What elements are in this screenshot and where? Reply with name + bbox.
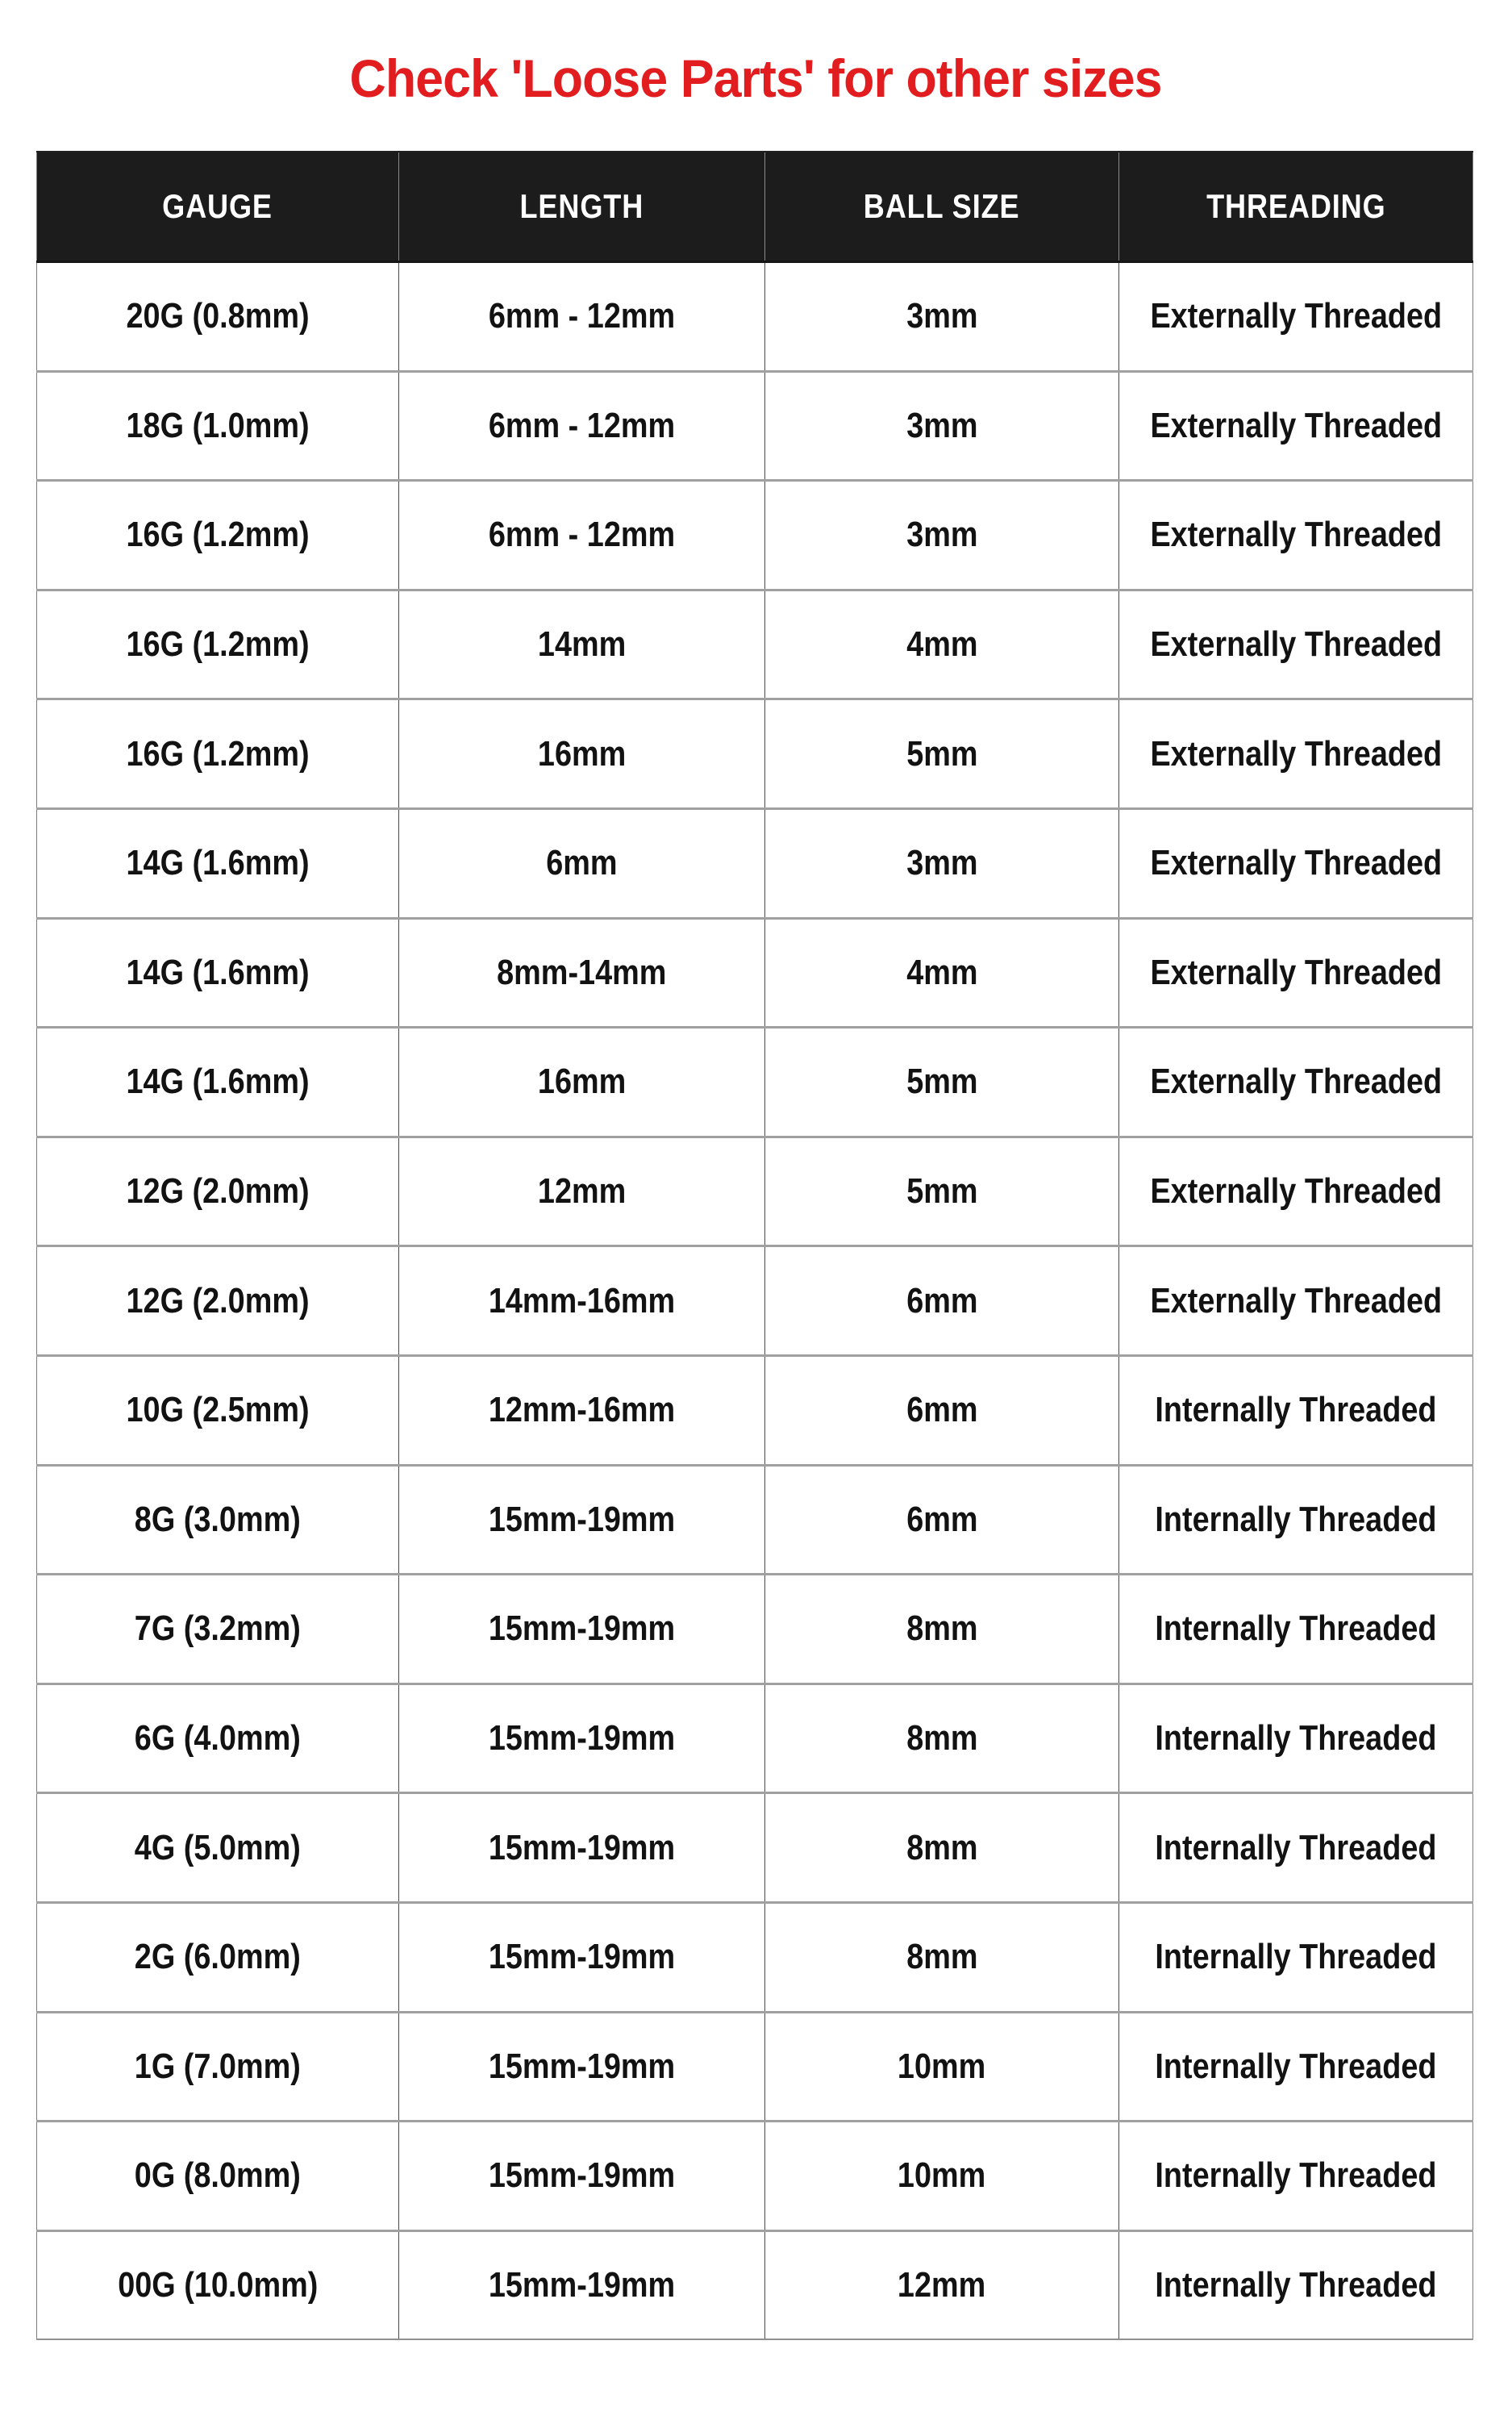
column-header-label: LENGTH xyxy=(519,187,644,225)
table-cell xyxy=(765,371,1119,481)
cell-text: 3mm xyxy=(906,405,978,445)
table-cell xyxy=(1119,1793,1473,1903)
column-header-gauge xyxy=(37,152,399,262)
cell-text: 12mm-16mm xyxy=(488,1390,676,1430)
cell-text: 8mm xyxy=(906,1608,978,1649)
table-cell xyxy=(37,1793,399,1903)
cell-text: 15mm-19mm xyxy=(488,1718,676,1759)
table-row xyxy=(37,1575,1473,1684)
cell-text: 5mm xyxy=(906,1062,978,1102)
table-cell xyxy=(1119,371,1473,481)
table-cell xyxy=(765,1028,1119,1137)
table-cell xyxy=(765,918,1119,1028)
cell-text: 15mm-19mm xyxy=(488,2264,676,2305)
table-cell xyxy=(37,371,399,481)
page-title xyxy=(0,42,1512,115)
table-cell xyxy=(399,1684,765,1793)
cell-text: 10mm xyxy=(898,2046,986,2086)
table-cell xyxy=(399,2122,765,2231)
cell-text: 8mm xyxy=(906,1827,978,1867)
table-header-row xyxy=(37,152,1473,262)
table-row xyxy=(37,1246,1473,1356)
column-header-label: BALL SIZE xyxy=(864,187,1020,225)
table-cell xyxy=(765,808,1119,918)
table-cell xyxy=(765,2230,1119,2339)
cell-text: Internally Threaded xyxy=(1155,1608,1437,1649)
cell-text: Externally Threaded xyxy=(1150,1171,1442,1212)
column-header-threading xyxy=(1119,152,1473,262)
table-cell xyxy=(399,1575,765,1684)
table-cell xyxy=(399,918,765,1028)
table-body xyxy=(37,262,1473,2340)
cell-text: 8mm xyxy=(906,1937,978,1977)
cell-text: 12G (2.0mm) xyxy=(126,1280,310,1321)
table-cell xyxy=(1119,1246,1473,1356)
table-cell xyxy=(1119,481,1473,590)
table-cell xyxy=(765,1465,1119,1575)
table-cell xyxy=(765,1355,1119,1465)
cell-text: Externally Threaded xyxy=(1150,296,1442,336)
table-row xyxy=(37,2012,1473,2122)
cell-text: 10G (2.5mm) xyxy=(126,1390,310,1430)
table-cell xyxy=(765,699,1119,809)
cell-text: 00G (10.0mm) xyxy=(117,2264,319,2305)
table-row xyxy=(37,1684,1473,1793)
table-cell xyxy=(1119,590,1473,699)
table-cell xyxy=(1119,2012,1473,2122)
cell-text: Externally Threaded xyxy=(1150,1280,1442,1321)
table-cell xyxy=(1119,1684,1473,1793)
cell-text: 2G (6.0mm) xyxy=(134,1937,302,1977)
cell-text: 14mm-16mm xyxy=(488,1280,676,1321)
table-row xyxy=(37,1137,1473,1246)
cell-text: Externally Threaded xyxy=(1150,952,1442,992)
table-cell xyxy=(37,262,399,372)
cell-text: Internally Threaded xyxy=(1155,1718,1437,1759)
table-row xyxy=(37,262,1473,372)
table-cell xyxy=(37,1575,399,1684)
table-cell xyxy=(37,699,399,809)
cell-text: 14G (1.6mm) xyxy=(126,843,310,883)
table-row xyxy=(37,371,1473,481)
table-cell xyxy=(1119,1575,1473,1684)
size-chart-table xyxy=(36,151,1473,2340)
table-cell xyxy=(1119,1902,1473,2012)
table-row xyxy=(37,1028,1473,1137)
cell-text: 6mm - 12mm xyxy=(488,405,676,445)
cell-text: Internally Threaded xyxy=(1155,1937,1437,1977)
cell-text: Internally Threaded xyxy=(1155,1390,1437,1430)
cell-text: 15mm-19mm xyxy=(488,1937,676,1977)
table-cell xyxy=(765,1902,1119,2012)
cell-text: 15mm-19mm xyxy=(488,1827,676,1867)
table-row xyxy=(37,481,1473,590)
table-cell xyxy=(765,1137,1119,1246)
cell-text: 15mm-19mm xyxy=(488,1608,676,1649)
page-title-text: Check 'Loose Parts' for other sizes xyxy=(349,48,1163,108)
cell-text: 6G (4.0mm) xyxy=(134,1718,302,1759)
cell-text: 6mm xyxy=(906,1390,978,1430)
table-row xyxy=(37,1793,1473,1903)
table-row xyxy=(37,918,1473,1028)
table-row xyxy=(37,590,1473,699)
table-row xyxy=(37,808,1473,918)
cell-text: 6mm - 12mm xyxy=(488,296,676,336)
table-cell xyxy=(399,1355,765,1465)
cell-text: 0G (8.0mm) xyxy=(134,2155,302,2196)
cell-text: Internally Threaded xyxy=(1155,2155,1437,2196)
table-row xyxy=(37,1902,1473,2012)
table-cell xyxy=(37,2122,399,2231)
table-cell xyxy=(399,590,765,699)
table-cell xyxy=(37,2012,399,2122)
cell-text: 8G (3.0mm) xyxy=(134,1499,302,1539)
cell-text: 12mm xyxy=(898,2264,986,2305)
cell-text: 6mm xyxy=(906,1280,978,1321)
cell-text: Externally Threaded xyxy=(1150,405,1442,445)
cell-text: Internally Threaded xyxy=(1155,2264,1437,2305)
column-header-length xyxy=(399,152,765,262)
cell-text: Externally Threaded xyxy=(1150,515,1442,555)
table-cell xyxy=(765,1793,1119,1903)
table-cell xyxy=(399,1902,765,2012)
table-cell xyxy=(399,1137,765,1246)
cell-text: 5mm xyxy=(906,733,978,774)
cell-text: 4mm xyxy=(906,624,978,665)
table-cell xyxy=(1119,2122,1473,2231)
cell-text: 6mm xyxy=(546,843,618,883)
table-cell xyxy=(399,808,765,918)
table-cell xyxy=(765,590,1119,699)
cell-text: 15mm-19mm xyxy=(488,1499,676,1539)
table-cell xyxy=(765,1246,1119,1356)
table-row xyxy=(37,1355,1473,1465)
cell-text: 15mm-19mm xyxy=(488,2046,676,2086)
cell-text: 16G (1.2mm) xyxy=(126,515,310,555)
table-cell xyxy=(37,1355,399,1465)
column-header-label: THREADING xyxy=(1206,187,1386,225)
table-cell xyxy=(37,808,399,918)
cell-text: 16mm xyxy=(537,733,627,774)
cell-text: 8mm-14mm xyxy=(497,952,667,992)
cell-text: Externally Threaded xyxy=(1150,843,1442,883)
table-row xyxy=(37,2230,1473,2339)
table-cell xyxy=(399,2012,765,2122)
cell-text: 4G (5.0mm) xyxy=(134,1827,302,1867)
cell-text: 3mm xyxy=(906,515,978,555)
cell-text: Internally Threaded xyxy=(1155,1827,1437,1867)
table-cell xyxy=(1119,808,1473,918)
table-cell xyxy=(399,371,765,481)
cell-text: Externally Threaded xyxy=(1150,1062,1442,1102)
table-cell xyxy=(37,1684,399,1793)
table-cell xyxy=(37,1246,399,1356)
table-cell xyxy=(1119,1465,1473,1575)
cell-text: 15mm-19mm xyxy=(488,2155,676,2196)
table-cell xyxy=(765,1575,1119,1684)
cell-text: Internally Threaded xyxy=(1155,1499,1437,1539)
table-cell xyxy=(1119,1028,1473,1137)
cell-text: 3mm xyxy=(906,843,978,883)
table-cell xyxy=(399,699,765,809)
cell-text: 7G (3.2mm) xyxy=(134,1608,302,1649)
table-cell xyxy=(1119,918,1473,1028)
cell-text: 8mm xyxy=(906,1718,978,1759)
table-cell xyxy=(399,2230,765,2339)
table-cell xyxy=(37,1902,399,2012)
cell-text: Externally Threaded xyxy=(1150,733,1442,774)
cell-text: 5mm xyxy=(906,1171,978,1212)
table-cell xyxy=(765,2122,1119,2231)
cell-text: 16mm xyxy=(537,1062,627,1102)
table-cell xyxy=(37,481,399,590)
table-cell xyxy=(37,1028,399,1137)
size-chart-table-container xyxy=(36,151,1472,2340)
cell-text: 6mm xyxy=(906,1499,978,1539)
cell-text: 12mm xyxy=(537,1171,627,1212)
table-cell xyxy=(37,1465,399,1575)
table-cell xyxy=(37,918,399,1028)
table-cell xyxy=(399,1246,765,1356)
table-cell xyxy=(1119,262,1473,372)
table-cell xyxy=(765,481,1119,590)
cell-text: 3mm xyxy=(906,296,978,336)
table-cell xyxy=(765,262,1119,372)
table-cell xyxy=(1119,2230,1473,2339)
cell-text: Externally Threaded xyxy=(1150,624,1442,665)
table-cell xyxy=(37,1137,399,1246)
cell-text: 4mm xyxy=(906,952,978,992)
cell-text: 14G (1.6mm) xyxy=(126,952,310,992)
cell-text: 10mm xyxy=(898,2155,986,2196)
table-cell xyxy=(37,590,399,699)
table-cell xyxy=(1119,699,1473,809)
table-cell xyxy=(765,1684,1119,1793)
column-header-ball-size xyxy=(765,152,1119,262)
table-cell xyxy=(765,2012,1119,2122)
cell-text: 14mm xyxy=(537,624,627,665)
cell-text: 18G (1.0mm) xyxy=(126,405,310,445)
cell-text: 20G (0.8mm) xyxy=(126,296,310,336)
cell-text: 16G (1.2mm) xyxy=(126,624,310,665)
table-cell xyxy=(399,1793,765,1903)
table-cell xyxy=(37,2230,399,2339)
table-cell xyxy=(1119,1355,1473,1465)
cell-text: 1G (7.0mm) xyxy=(134,2046,302,2086)
table-row xyxy=(37,699,1473,809)
table-cell xyxy=(1119,1137,1473,1246)
cell-text: 12G (2.0mm) xyxy=(126,1171,310,1212)
table-row xyxy=(37,2122,1473,2231)
cell-text: Internally Threaded xyxy=(1155,2046,1437,2086)
table-cell xyxy=(399,481,765,590)
table-cell xyxy=(399,1465,765,1575)
cell-text: 16G (1.2mm) xyxy=(126,733,310,774)
table-cell xyxy=(399,262,765,372)
cell-text: 14G (1.6mm) xyxy=(126,1062,310,1102)
table-cell xyxy=(399,1028,765,1137)
column-header-label: GAUGE xyxy=(162,187,273,225)
cell-text: 6mm - 12mm xyxy=(488,515,676,555)
table-row xyxy=(37,1465,1473,1575)
